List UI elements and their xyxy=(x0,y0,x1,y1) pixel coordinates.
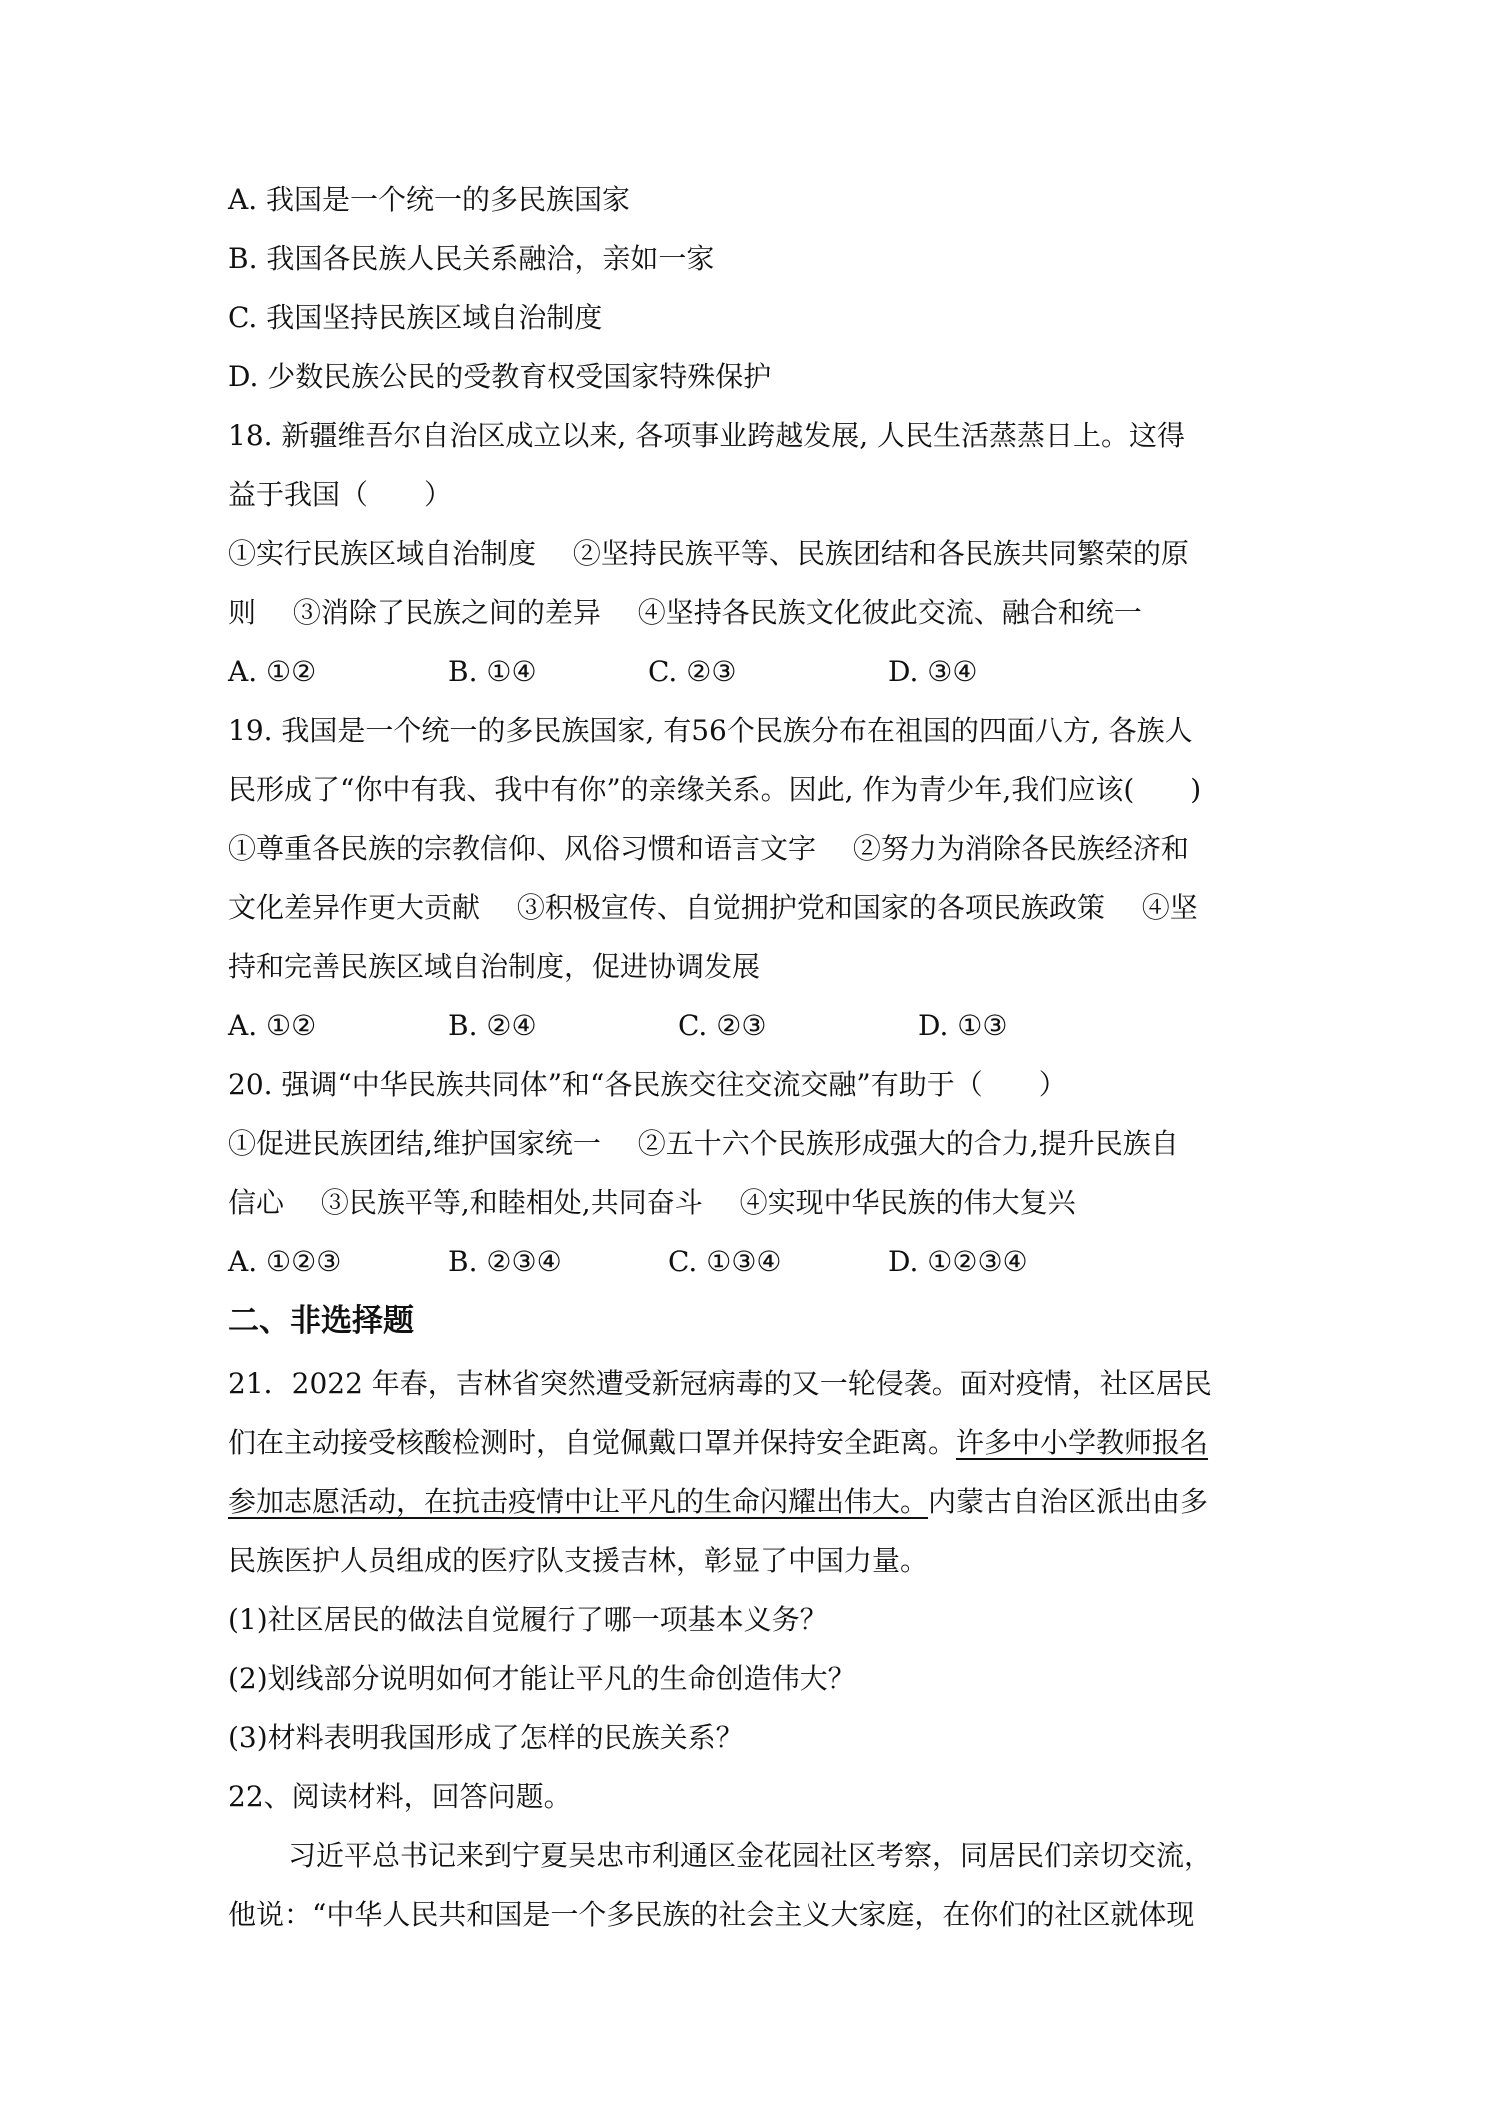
q21-line-3 xyxy=(228,1482,1268,1522)
q19-stem-line-2: 民形成了“你中有我、我中有你”的亲缘关系。因此, 作为青少年,我们应该( ) xyxy=(228,773,1202,806)
q18-items-line-2: 则 ③消除了民族之间的差异 ④坚持各民族文化彼此交流、融合和统一 xyxy=(228,596,1142,629)
section-2-title: 二、非选择题 xyxy=(228,1303,414,1339)
q18-choice-d: D. ③④ xyxy=(888,655,978,688)
q17-option-b: B. 我国各民族人民关系融洽，亲如一家 xyxy=(228,242,715,275)
q21-line-1: 21．2022 年春，吉林省突然遭受新冠病毒的又一轮侵袭。面对疫情，社区居民 xyxy=(228,1367,1212,1400)
q19-stem-line-1: 19. 我国是一个统一的多民族国家, 有56个民族分布在祖国的四面八方, 各族人 xyxy=(228,714,1193,747)
q19-choice-b: B. ②④ xyxy=(448,1009,537,1042)
q21-sub-question-3: (3)材料表明我国形成了怎样的民族关系？ xyxy=(228,1721,744,1754)
q21-line-4: 民族医护人员组成的医疗队支援吉林，彰显了中国力量。 xyxy=(228,1544,929,1577)
q19-items-line-2: 文化差异作更大贡献 ③积极宣传、自觉拥护党和国家的各项民族政策 ④坚 xyxy=(228,891,1198,924)
q20-stem: 20. 强调“中华民族共同体”和“各民族交往交流交融”有助于（ ） xyxy=(228,1068,1067,1101)
q22-stem: 22、阅读材料，回答问题。 xyxy=(228,1780,572,1813)
q20-choices xyxy=(228,1242,1268,1282)
q21-line-3-plain: 内蒙古自治区派出由多 xyxy=(928,1485,1209,1518)
q21-line-2 xyxy=(228,1423,1268,1463)
q19-choice-c: C. ②③ xyxy=(678,1009,767,1042)
q19-items-line-3: 持和完善民族区域自治制度，促进协调发展 xyxy=(228,950,761,983)
q19-choices xyxy=(228,1006,1268,1046)
q19-choice-a: A. ①② xyxy=(228,1009,317,1042)
q21-underlined-part-1: 许多中小学教师报名 xyxy=(956,1426,1209,1459)
q18-choices xyxy=(228,652,1268,692)
q20-items-line-2: 信心 ③民族平等,和睦相处,共同奋斗 ④实现中华民族的伟大复兴 xyxy=(228,1186,1076,1219)
q21-line-2-plain: 们在主动接受核酸检测时，自觉佩戴口罩并保持安全距离。 xyxy=(228,1426,957,1459)
q20-choice-d: D. ①②③④ xyxy=(888,1245,1028,1278)
q18-choice-b: B. ①④ xyxy=(448,655,537,688)
q18-choice-c: C. ②③ xyxy=(648,655,737,688)
q22-paragraph-line-1: 习近平总书记来到宁夏吴忠市利通区金花园社区考察，同居民们亲切交流， xyxy=(288,1839,1213,1872)
q19-choice-d: D. ①③ xyxy=(918,1009,1008,1042)
q20-choice-c: C. ①③④ xyxy=(668,1245,782,1278)
q21-sub-question-1: (1)社区居民的做法自觉履行了哪一项基本义务？ xyxy=(228,1603,828,1636)
q18-stem-line-2: 益于我国（ ） xyxy=(228,478,453,511)
q20-choice-a: A. ①②③ xyxy=(228,1245,342,1278)
q18-stem-line-1: 18. 新疆维吾尔自治区成立以来, 各项事业跨越发展, 人民生活蒸蒸日上。这得 xyxy=(228,419,1186,452)
q17-option-d: D. 少数民族公民的受教育权受国家特殊保护 xyxy=(228,360,772,393)
q21-underlined-part-2: 参加志愿活动，在抗击疫情中让平凡的生命闪耀出伟大。 xyxy=(228,1485,929,1518)
q17-option-a: A. 我国是一个统一的多民族国家 xyxy=(228,183,631,216)
q21-sub-question-2: (2)划线部分说明如何才能让平凡的生命创造伟大？ xyxy=(228,1662,856,1695)
q20-choice-b: B. ②③④ xyxy=(448,1245,562,1278)
q19-items-line-1: ①尊重各民族的宗教信仰、风俗习惯和语言文字 ②努力为消除各民族经济和 xyxy=(228,832,1189,865)
q22-paragraph-line-2: 他说：“中华人民共和国是一个多民族的社会主义大家庭，在你们的社区就体现 xyxy=(228,1898,1195,1931)
q20-items-line-1: ①促进民族团结,维护国家统一 ②五十六个民族形成强大的合力,提升民族自 xyxy=(228,1127,1179,1160)
q18-choice-a: A. ①② xyxy=(228,655,317,688)
q17-option-c: C. 我国坚持民族区域自治制度 xyxy=(228,301,603,334)
q18-items-line-1: ①实行民族区域自治制度 ②坚持民族平等、民族团结和各民族共同繁荣的原 xyxy=(228,537,1189,570)
